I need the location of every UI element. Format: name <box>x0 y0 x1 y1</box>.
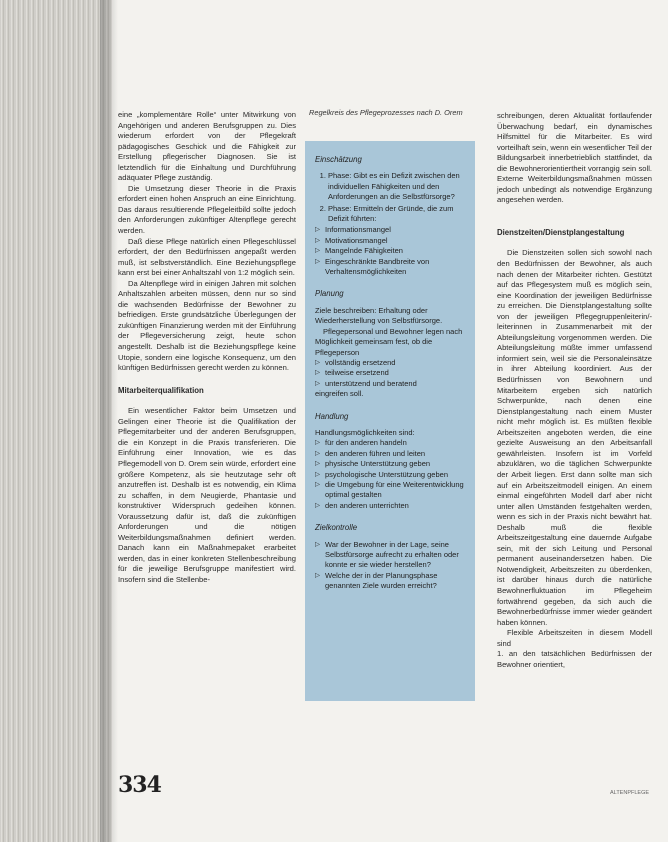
list-item: ▷ die Umgebung für eine Weiterentwicklung optimal gestalten <box>315 480 466 501</box>
page-number: 334 <box>118 772 161 798</box>
list-item: ▷ den anderen führen und leiten <box>315 449 466 459</box>
box-section <box>315 523 466 591</box>
footer-tag: ALTENPFLEGE <box>610 790 650 796</box>
phase-list <box>315 171 466 224</box>
list-item: 1. an den tatsächlichen Bedürfnissen der Bewohner orientiert, <box>497 649 652 669</box>
list-item: 2. Phase: Ermitteln der Gründe, die zum Defizit führten: <box>328 204 466 225</box>
list-item: ▷ Mangelnde Fähigkeiten <box>315 246 466 256</box>
list-item: ▷ psychologische Unterstützung geben <box>315 470 466 480</box>
list-item: ▷ teilweise ersetzend <box>315 368 466 378</box>
box-caption: Regelkreis des Pflegeprozesses nach D. Orem <box>309 108 463 117</box>
paragraph: Ein wesentlicher Faktor beim Umsetzen und Gelingen einer Theorie ist die Qualifikation der Pflegemitarbeiter und der anderen Berufsgruppen, die ein Konzept in die Praxis transferieren. Die Einführung einer Innovation, wie es das Pflegemodell von D. Orem sein würde, erfordert eine größere Kompetenz, als sie heutzutage sehr oft anzutreffen ist. Deshalb ist es notwendig, ein Klima zu schaffen, in dem Neugierde, Phantasie und konstruktiver Widerspruch gedeihen können. Voraussetzung dafür ist, daß die zukünftigen Anforderungen und die nötigen Weiterbildungsmaßnahmen definiert werden. Danach kann ein Maßnahmepaket erarbeitet werden, das in einer konkreten Stellenbeschreibung für die jeweilige Berufsgruppe manifestiert wird. Insofern sind die Stellenbe- <box>118 406 296 584</box>
box-section-title: Planung <box>315 289 344 299</box>
list-item: ▷ den anderen unterrichten <box>315 501 466 511</box>
box-section-title: Handlung <box>315 411 349 421</box>
left-column <box>118 110 296 586</box>
bullet-list <box>315 438 466 511</box>
paragraph: eine „komplementäre Rolle“ unter Mitwirkung von Angehörigen und anderen Berufsgruppen zu. Dies wiederum erfordert von der Pflegekraft pädagogisches Geschick und die Fähigkeit zur Erstellung pflegerischer Diagnosen. Sie ist letztendlich für die Einhaltung und Durchführung adäquater Pflege zuständig. <box>118 110 296 183</box>
paragraph: Pflegepersonal und Bewohner legen nach Möglichkeit gemeinsam fest, ob die Pflegeperson <box>315 326 463 357</box>
box-section <box>315 289 466 399</box>
list-item: ▷ Informationsmangel <box>315 225 466 235</box>
list-item: ▷ War der Bewohner in der Lage, seine Selbstfürsorge aufrecht zu erhalten oder konnte er sie wieder herstellen? <box>315 540 466 571</box>
list-item: ▷ unterstützend und beratend <box>315 379 466 389</box>
book-page-edges <box>0 0 112 842</box>
box-section-title: Einschätzung <box>315 155 362 164</box>
paragraph: Handlungsmöglichkeiten sind: <box>315 427 415 437</box>
paragraph: Da Altenpflege wird in einigen Jahren mit solchen Anhaltszahlen arbeiten müssen, denn nur so sind die wachsenden Bedürfnisse der Bewohner zu befriedigen. Erste grundsätzliche Überlegungen der zukünftigen Finanzierung werden mit der Einführung der Pflegeversicherung zeigt, heute schon angestellt. Deshalb ist die Beziehungspflege keine Utopie, sondern eine logische Konsequenz, um den künftigen Bedürfnissen gerecht werden zu können. <box>118 278 296 373</box>
book-page <box>112 0 668 842</box>
list-item: 1. Phase: Gibt es ein Defizit zwischen den individuellen Fähigkeiten und den Anforderungen an die Selbstfürsorge? <box>328 171 466 202</box>
paragraph: Ziele beschreiben: Erhaltung oder Wiederherstellung von Selbstfürsorge. <box>315 305 443 326</box>
paragraph: schreibungen, deren Aktualität fortlaufender Überwachung bedarf, ein dynamisches Hilfsmittel für die Mitarbeiter. Es wird vorteilhaft sein, wenn ein wesentlicher Teil der Bildungsarbeit innerbetrieblich stattfindet, da die Bewohnerorientiertheit vorrangig sein soll. Externe Weiterbildungsmaßnahmen müssen jedoch unbedingt als notwendige Ergänzung angesehen werden. <box>497 111 652 205</box>
right-column <box>497 111 652 670</box>
paragraph: Daß diese Pflege natürlich einen Pflegeschlüssel erfordert, der den Bedürfnissen angepaßt werden muß, ist selbstverständlich. Eine Beziehungspflege kann erst bei einer Anhaltszahl von 1:2 möglich sein. <box>118 236 296 278</box>
paragraph: Die Dienstzeiten sollen sich sowohl nach den Bedürfnissen der Bewohner, als auch nach denen der Mitarbeiter richten. Gestützt auf das Pflegesystem muß es möglich sein, eine Koordination der jeweiligen Bedürfnisse zu erreichen. Die Dienstplangestaltung sollte von der jeweiligen Pflegegruppenleiterin/-leiterinnen in Zusammenarbeit mit der Abteilungsleitung vorgenommen werden. Die Abteilungsleitung müßte immer umfassend informiert sein, weil sie die Personaleinsätze in ihrer Abteilung koordiniert. Aus der Bedürfnissen von Bewohnern und Mitarbeitern ergeben sich natürlich Schwerpunkte, nach denen eine Dienstplangestaltung nach einem Muster nicht mehr möglich ist. Es müßten flexible Arbeitszeiten angeboten werden, die eine gezielte Ausweisung an den Arbeitsanfall gewährleisten. Insofern ist im Vorfeld abzuklären, wo die täglichen Schwerpunkte der Arbeit liegen. Erst dann sollte man sich auf ein Arbeitszeitmodell einigen. An einem einmal eingeführten Modell darf aber nicht unter allen Umständen festgehalten werden, wenn es sich in der Praxis nicht bewährt hat. Deshalb muß die flexible Arbeitszeitgestaltung eine dauernde Aufgabe sein, mit der sich Leitung und Personal permanent auseinandersetzen haben. Die Notwendigkeit, Arbeitszeiten zu überdenken, ist darüber hinaus durch die natürliche Bewohnerfluktuation im Pflegeheim fortwährend gegeben, da sich auch die Bewohnerbedürfnisse immer wieder geändert haben können. <box>497 248 652 627</box>
nursing-process-box <box>305 141 475 701</box>
bullet-list <box>315 540 466 592</box>
list-item: ▷ vollständig ersetzend <box>315 358 466 368</box>
list-item: ▷ Eingeschränkte Bandbreite von Verhaltensmöglichkeiten <box>315 257 466 278</box>
box-section <box>315 412 466 512</box>
list-item: ▷ für den anderen handeln <box>315 438 466 448</box>
bullet-list <box>315 358 466 389</box>
section-heading: Mitarbeiterqualifikation <box>118 385 204 395</box>
paragraph: Die Umsetzung dieser Theorie in die Praxis erfordert einen hohen Anspruch an eine Einrichtung. Das daraus resultierende Pflegeleitbild sollte jedoch den Anforderungen zukünftiger Altenpflege gerecht werden. <box>118 183 296 236</box>
bullet-list <box>315 225 466 277</box>
list-item: ▷ Welche der in der Planungsphase genannten Ziele wurden erreicht? <box>315 571 466 592</box>
spine-shadow <box>100 0 118 842</box>
paragraph: eingreifen soll. <box>315 389 364 399</box>
list-item: ▷ Motivationsmangel <box>315 236 466 246</box>
paragraph: Flexible Arbeitszeiten in diesem Modell sind <box>497 628 652 648</box>
list-item: ▷ physische Unterstützung geben <box>315 459 466 469</box>
section-heading: Dienstzeiten/Dienstplangestaltung <box>497 227 625 237</box>
box-section-title: Zielkontrolle <box>315 523 358 533</box>
